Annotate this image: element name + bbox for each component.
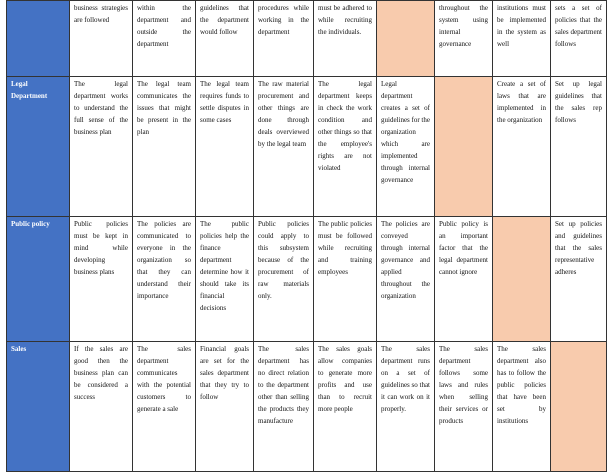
table-cell: The raw material procurement and other things are done through deals overviewed by the legal team [254,77,314,217]
row-header: Legal Department [7,77,70,217]
table-cell: guidelines that the department would follow [196,1,254,77]
table-cell: The policies are communicated to everyone in the organization so that they can understand their importance [133,217,196,342]
diagonal-cell [377,1,435,77]
responsibility-matrix-table [6,0,607,472]
table-cell: The sales department follows some laws and rules when selling their services or products [435,342,493,472]
table-cell: Public policies must be kept in mind while developing business plans [70,217,133,342]
table-cell: The legal team communicates the issues that might be present in the plan [133,77,196,217]
table-cell: within the department and outside the department [133,1,196,77]
table-cell: throughout the system using internal governance [435,1,493,77]
row-header: Sales [7,342,70,472]
table-cell: The legal team requires funds to settle disputes in some cases [196,77,254,217]
table-cell: The sales department runs on a set of guidelines so that it can work on it properly. [377,342,435,472]
table-cell: The policies are conveyed through internal governance and applied throughout the organization [377,217,435,342]
table-cell: procedures while working in the department [254,1,314,77]
diagonal-cell [551,342,607,472]
table-cell: The sales department communicates with the potential customers to generate a sale [133,342,196,472]
table-cell: sets a set of policies that the sales department follows [551,1,607,77]
table-cell: The sales department also has to follow the public policies that have been set by institutions [493,342,551,472]
table-row [7,342,607,472]
row-header [7,1,70,77]
table-cell: The legal department keeps in check the work condition and other things so that the employee's rights are not violated [314,77,377,217]
table-cell: Public policy is an important factor that the legal department cannot ignore [435,217,493,342]
table-cell: must be adhered to while recruiting the individuals. [314,1,377,77]
table-cell: Set up legal guidelines that the sales rep follows [551,77,607,217]
table-cell: Set up policies and guidelines that the sales representative adheres [551,217,607,342]
diagonal-cell [493,217,551,342]
table-cell: Public policies could apply to this subsystem because of the procurement of raw materials only. [254,217,314,342]
table-cell: The public policies must be followed while recruiting and training employees [314,217,377,342]
table-cell: The sales goals allow companies to generate more profits and use than to recruit more people [314,342,377,472]
table-cell: The sales department has no direct relation to the department other than selling the products they manufacture [254,342,314,472]
table-cell: Legal department creates a set of guidelines for the organization which are implemented through internal governance [377,77,435,217]
table-row [7,1,607,77]
table-cell: Financial goals are set for the sales department that they try to follow [196,342,254,472]
table-cell: business strategies are followed [70,1,133,77]
table-cell: The legal department works to understand the full sense of the business plan [70,77,133,217]
table-row [7,217,607,342]
table-row [7,77,607,217]
table-cell: The public policies help the finance department determine how it should take its financial decisions [196,217,254,342]
table-cell: institutions must be implemented in the system as well [493,1,551,77]
row-header: Public policy [7,217,70,342]
table-cell: If the sales are good then the business plan can be considered a success [70,342,133,472]
table-cell: Create a set of laws that are implemented in the organization [493,77,551,217]
diagonal-cell [435,77,493,217]
